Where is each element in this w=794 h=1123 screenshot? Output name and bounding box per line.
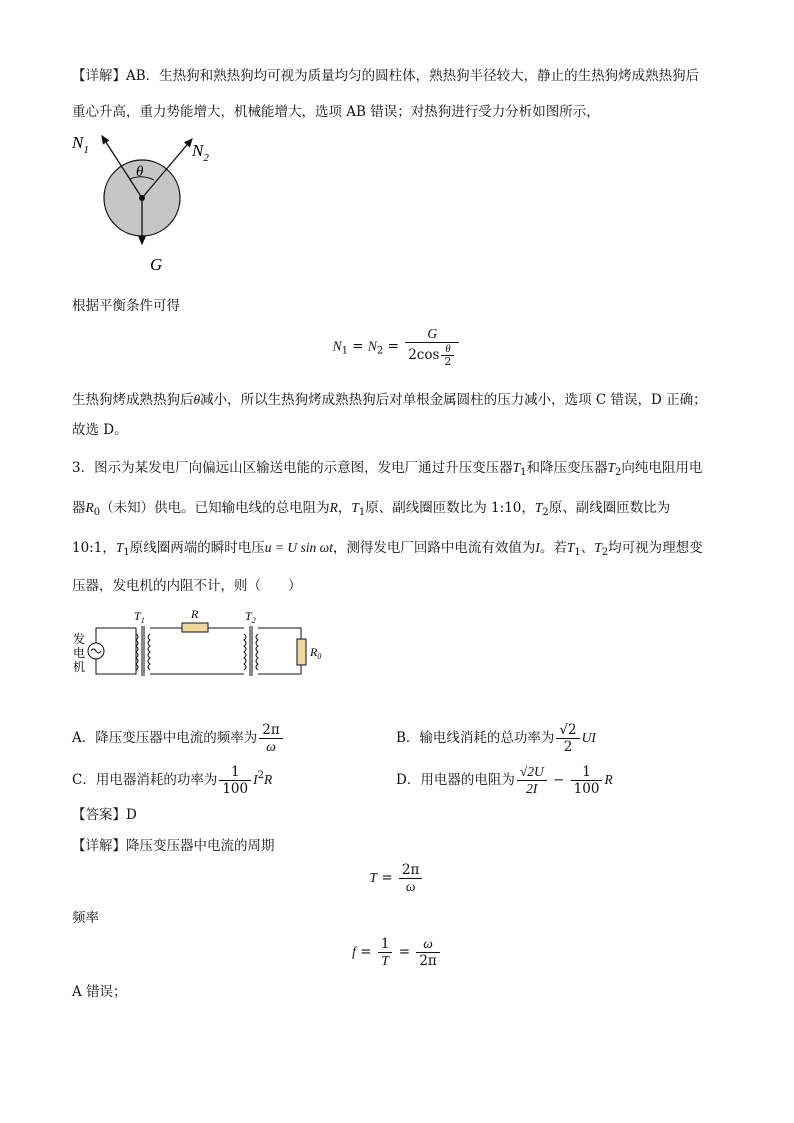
a-wrong-line: A 错误； bbox=[72, 984, 127, 1000]
answer-line: 【答案】D bbox=[72, 807, 137, 823]
detail-line-1: 【详解】AB．生热狗和熟热狗均可视为质量均匀的圆柱体，熟热狗半径较大，静止的生热狗烤成熟热狗后 bbox=[72, 68, 700, 84]
r0-label: $R_0$ bbox=[310, 645, 322, 661]
option-c[interactable]: C．用电器消耗的功率为 $\frac{1}{100}$ $I^2R$ bbox=[72, 764, 273, 797]
load-loop bbox=[258, 628, 301, 674]
equation-frequency: f = $\frac{1}{T}$ = $\frac{\omega}{2\pi}$ bbox=[0, 936, 794, 969]
equation-period: T = $\frac{2\pi}{\omega}$ bbox=[0, 862, 794, 895]
g-label: G bbox=[150, 255, 163, 274]
n2-label: $N_2$ bbox=[192, 141, 209, 164]
equilibrium-text: 根据平衡条件可得 bbox=[72, 298, 180, 314]
load-resistor-r0 bbox=[297, 639, 306, 665]
option-b[interactable]: B．输电线消耗的总功率为 $\frac{√2}{2}$ UI bbox=[396, 722, 596, 755]
detail-paragraph-1 bbox=[72, 64, 732, 124]
option-d[interactable]: D．用电器的电阻为 $\frac{√2U}{2I}$ − $\frac{1}{100}$ R bbox=[396, 764, 613, 797]
frequency-label: 频率 bbox=[72, 910, 99, 926]
q3-line-4: 压器，发电机的内阻不计，则（ ） bbox=[72, 578, 302, 594]
q3-line-2: 器$R_0$（未知）供电。已知输电线的总电阻为R，$T_1$原、副线圈匝数比为 1:10，$T_2$原、副线圈匝数比为 bbox=[72, 500, 671, 518]
line-resistor-r bbox=[182, 623, 208, 632]
conclusion-line-1: 生热狗烤成熟热狗后θ减小，所以生热狗烤成熟热狗后对单根金属圆柱的压力减小，选项 C 错误，D 正确； bbox=[72, 392, 707, 408]
conclusion-line-2: 故选 D。 bbox=[72, 422, 128, 438]
r-label: R bbox=[191, 607, 199, 621]
generator-label-2: 电 bbox=[73, 646, 86, 660]
force-diagram bbox=[68, 130, 228, 280]
t1-secondary-coil bbox=[148, 634, 150, 670]
question-3 bbox=[72, 455, 732, 599]
q3-line-3: 10:1，$T_1$原线圈两端的瞬时电压u = U sin ωt，测得发电厂回路中电流有效值为I。若$T_1$、$T_2$均可视为理想变 bbox=[72, 540, 703, 558]
generator-label-3: 机 bbox=[73, 660, 86, 674]
detail-line-2: 重心升高，重力势能增大，机械能增大，选项 AB 错误；对热狗进行受力分析如图所示， bbox=[72, 104, 600, 120]
theta-label: θ bbox=[136, 164, 144, 180]
option-a[interactable]: A．降压变压器中电流的频率为 $\frac{2\pi}{\omega}$ bbox=[72, 722, 285, 755]
t1-primary-coil bbox=[136, 634, 138, 670]
q3-line-1: 3．图示为某发电厂向偏远山区输送电能的示意图，发电厂通过升压变压器$T_1$和降压变压器$T_2$向纯电阻用电 bbox=[72, 460, 703, 478]
n1-label: $N_1$ bbox=[72, 133, 89, 156]
center-dot bbox=[139, 195, 145, 201]
equation-n1-n2: $N_1 = N_2$ = G 2cos $\frac{\theta}{2}$ bbox=[0, 326, 794, 368]
t1-label: $T_1$ bbox=[134, 609, 145, 625]
generator-label-1: 发 bbox=[73, 632, 86, 646]
detail-line: 【详解】降压变压器中电流的周期 bbox=[72, 838, 275, 854]
t2-label: $T_2$ bbox=[245, 609, 256, 625]
circuit-diagram bbox=[68, 606, 348, 686]
t2-primary-coil bbox=[244, 634, 246, 670]
conclusion-paragraph bbox=[72, 388, 732, 442]
t2-secondary-coil bbox=[256, 634, 258, 670]
